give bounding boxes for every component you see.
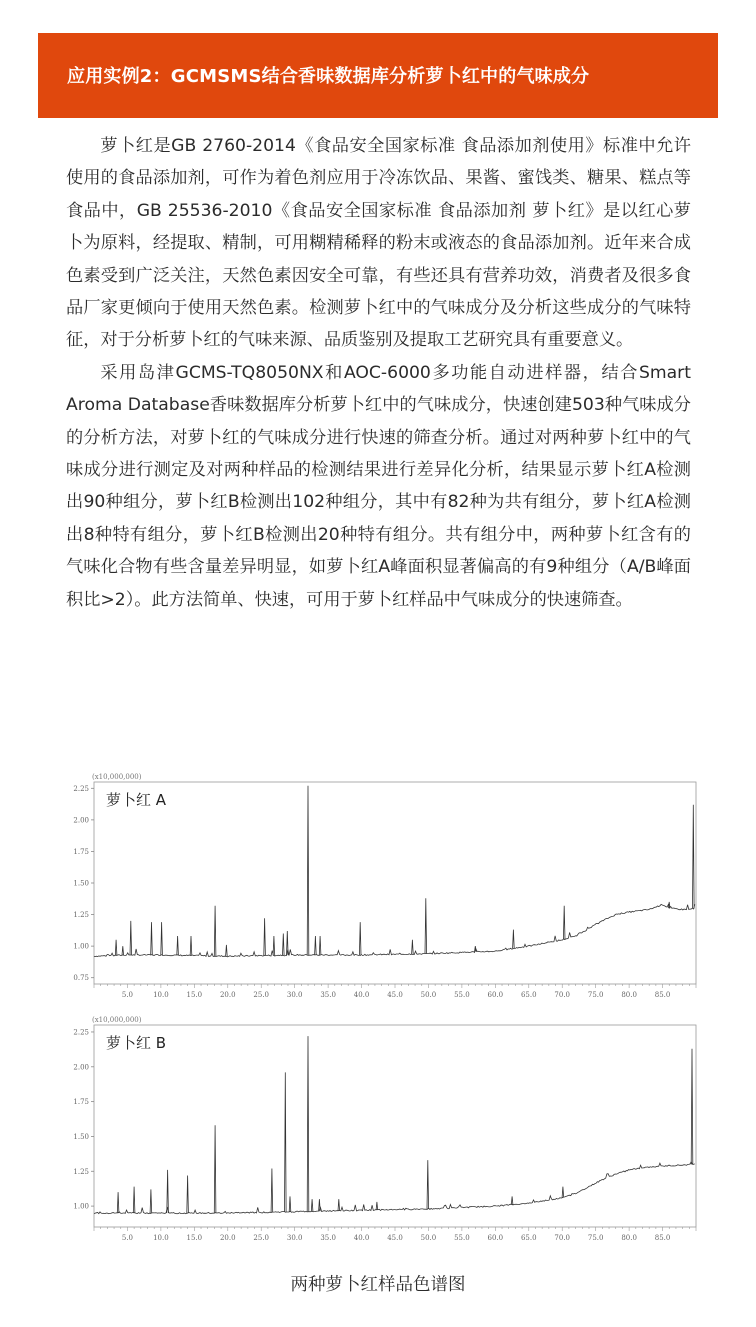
plot-frame <box>94 1025 696 1227</box>
x-tick-label: 45.0 <box>387 991 403 999</box>
peak <box>226 945 228 956</box>
y-tick-label: 1.75 <box>73 847 89 856</box>
peak <box>691 1049 693 1165</box>
article-paragraph: 采用岛津GCMS-TQ8050NX和AOC-6000多功能自动进样器，结合Smart Aroma Database香味数据库分析萝卜红中的气味成分，快速创建503种气味成分的分析方法，对萝卜红的气味成分进行快速的筛查分析。通过对两种萝卜红中的气味成分进行测定及对两种样品的检测结果进行差异化分析，结果显示萝卜红A检测出90种组分，萝卜红B检测出102种组分，其中有82种为共有组分，萝卜红A检测出8种特有组分，萝卜红B检测出20种特有组分。共有组分中，两种萝卜红含有的气味化合物有些含量差异明显，如萝卜红A峰面积显著偏高的有9种组分（A/B峰面积比>2）。此方法简单、快速，可用于萝卜红样品中气味成分的快速筛查。 <box>66 362 691 610</box>
x-tick-label: 85.0 <box>654 1234 671 1242</box>
x-tick-label: 75.0 <box>587 1234 604 1242</box>
x-tick-label: 25.0 <box>253 1234 270 1242</box>
peak <box>187 1176 189 1214</box>
y-tick-label: 1.50 <box>73 1132 89 1141</box>
x-tick-label: 10.0 <box>153 991 169 999</box>
x-tick-label: 30.0 <box>286 991 303 999</box>
title-banner <box>38 33 718 118</box>
peak <box>161 922 163 955</box>
peak <box>511 1196 513 1204</box>
x-tick-label: 80.0 <box>621 1234 637 1242</box>
peak <box>117 1192 119 1213</box>
x-tick-label: 15.0 <box>186 991 203 999</box>
x-tick-label: 55.0 <box>454 1234 470 1242</box>
peak <box>190 936 192 956</box>
y-tick-label: 1.00 <box>73 942 89 951</box>
peak <box>427 1160 429 1209</box>
x-tick-label: 20.0 <box>219 1234 236 1242</box>
peak <box>151 922 153 955</box>
peak <box>133 1187 135 1214</box>
peak <box>264 918 266 955</box>
y-tick-label: 2.25 <box>73 784 89 793</box>
x-tick-label: 5.0 <box>121 1234 134 1242</box>
plot-frame <box>94 782 696 984</box>
x-tick-label: 5.0 <box>121 991 134 999</box>
chromatogram-b <box>62 1013 702 1258</box>
y-tick-label: 2.25 <box>73 1028 89 1037</box>
peak <box>412 940 414 954</box>
chromatogram-b-plot <box>62 1013 702 1258</box>
x-tick-label: 30.0 <box>286 1234 303 1242</box>
peak <box>693 805 695 909</box>
x-tick-label: 35.0 <box>320 991 336 999</box>
peak <box>150 1189 152 1213</box>
x-tick-label: 10.0 <box>153 1234 169 1242</box>
x-tick-label: 35.0 <box>320 1234 336 1242</box>
y-tick-label: 0.75 <box>73 974 89 983</box>
chromatogram-trace <box>94 1162 695 1214</box>
peak <box>115 940 117 956</box>
peak <box>289 1196 291 1211</box>
x-tick-label: 60.0 <box>487 1234 504 1242</box>
peak <box>273 936 275 955</box>
chromatogram-a <box>62 770 702 1015</box>
y-tick-label: 2.00 <box>73 816 89 825</box>
x-tick-label: 50.0 <box>420 991 437 999</box>
chromatogram-trace <box>94 904 695 957</box>
peak <box>283 934 285 956</box>
peak <box>319 936 321 955</box>
y-tick-label: 1.25 <box>73 1167 89 1176</box>
x-tick-label: 65.0 <box>520 1234 537 1242</box>
peak <box>177 936 179 955</box>
y-tick-label: 1.00 <box>73 1202 89 1211</box>
peak <box>214 1125 216 1213</box>
scale-label: (x10,000,000) <box>92 773 142 781</box>
peak <box>214 906 216 956</box>
peak <box>167 1170 169 1213</box>
peak <box>307 786 309 955</box>
x-tick-label: 15.0 <box>186 1234 203 1242</box>
x-tick-label: 70.0 <box>554 991 571 999</box>
peak <box>311 1199 313 1211</box>
peak <box>271 1169 273 1213</box>
x-tick-label: 50.0 <box>420 1234 437 1242</box>
x-tick-label: 85.0 <box>654 991 671 999</box>
peak <box>130 921 132 955</box>
chart-title: 萝卜红 A <box>106 791 167 809</box>
peak <box>376 1202 378 1210</box>
chromatogram-a-plot <box>62 770 702 1015</box>
x-tick-label: 40.0 <box>353 1234 370 1242</box>
x-tick-label: 20.0 <box>219 991 236 999</box>
peak <box>315 936 317 955</box>
x-tick-label: 75.0 <box>587 991 604 999</box>
x-tick-label: 60.0 <box>487 991 504 999</box>
chart-title: 萝卜红 B <box>106 1034 167 1052</box>
x-tick-label: 25.0 <box>253 991 270 999</box>
x-tick-label: 80.0 <box>621 991 637 999</box>
x-tick-label: 45.0 <box>387 1234 403 1242</box>
scale-label: (x10,000,000) <box>92 1016 142 1024</box>
y-tick-label: 1.50 <box>73 879 89 888</box>
y-tick-label: 1.75 <box>73 1098 89 1107</box>
peak <box>425 898 427 954</box>
peak <box>563 906 565 940</box>
peak <box>307 1036 309 1211</box>
peak <box>562 1187 564 1198</box>
peak <box>359 922 361 955</box>
x-tick-label: 70.0 <box>554 1234 571 1242</box>
article-paragraph: 萝卜红是GB 2760-2014《食品安全国家标准 食品添加剂使用》标准中允许使用的食品添加剂，可作为着色剂应用于冷冻饮品、果酱、蜜饯类、糖果、糕点等食品中，GB 25536-2010《食品安全国家标准 食品添加剂 萝卜红》是以红心萝卜为原料，经提取、精制，可用糊精稀释的粉末或液态的食品添加剂。近年来合成色素受到广泛关注，天然色素因安全可靠，有些还具有营养功效，消费者及很多食品厂家更倾向于使用天然色素。检测萝卜红中的气味成分及分析这些成分的气味特征，对于分析萝卜红的气味来源、品质鉴别及提取工艺研究具有重要意义。 <box>66 136 691 351</box>
article-body <box>66 130 691 616</box>
x-tick-label: 40.0 <box>353 991 370 999</box>
section-title: 应用实例2：GCMSMS结合香味数据库分析萝卜红中的气味成分 <box>67 66 590 87</box>
y-tick-label: 2.00 <box>73 1063 89 1072</box>
figure-caption: 两种萝卜红样品色谱图 <box>290 1275 466 1295</box>
peak <box>338 1199 340 1211</box>
peak <box>122 946 124 955</box>
y-tick-label: 1.25 <box>73 911 89 920</box>
x-tick-label: 65.0 <box>520 991 537 999</box>
peak <box>285 1072 287 1212</box>
peak <box>513 930 515 949</box>
x-tick-label: 55.0 <box>454 991 470 999</box>
